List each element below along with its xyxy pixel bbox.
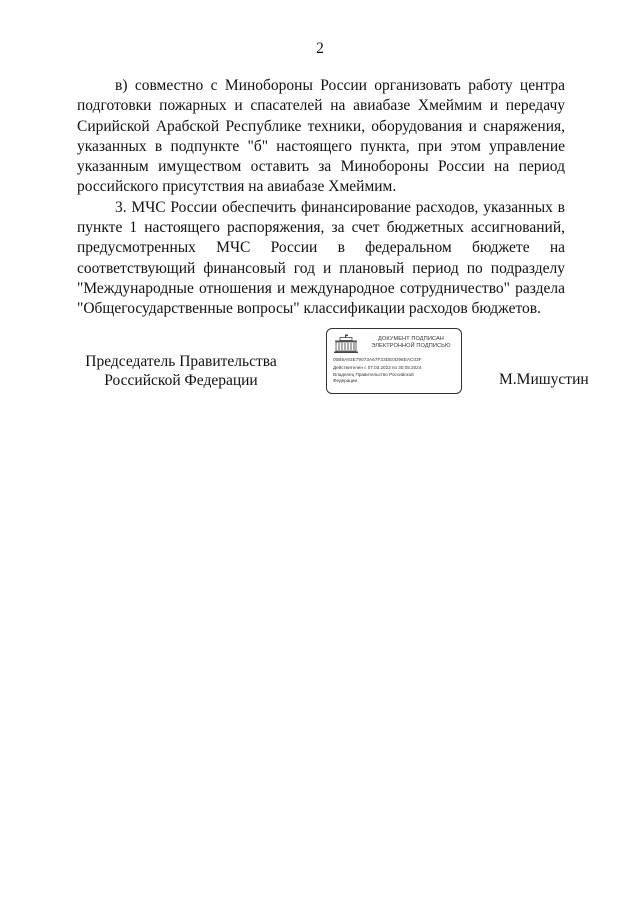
document-body	[77, 76, 565, 320]
signer-name: М.Мишустин	[499, 371, 589, 388]
stamp-title-line-2: ЭЛЕКТРОННОЙ ПОДПИСЬЮ	[371, 343, 451, 349]
signer-position-line-1: Председатель Правительства	[85, 353, 277, 370]
paragraph-subitem-v: в) совместно с Минобороны России организовать работу центра подготовки пожарных и спасателей на авиабазе Хмеймим и передачу Сирийской Арабской Республике техники, оборудования и снаряжения, указанных в подпункте "б" настоящего пункта, при этом управление указанным имуществом оставить за Минобороны России на период российского присутствия на авиабазе Хмеймим.	[77, 77, 565, 196]
electronic-signature-stamp	[326, 328, 462, 394]
certificate-owner	[333, 372, 457, 384]
certificate-validity: Действителен с 07.03.2023 по 30.05.2024	[333, 365, 422, 370]
signature-block	[0, 328, 640, 398]
certificate-serial: 00B6A93E79073A67F33DE0D98EAC03F	[333, 357, 422, 362]
stamp-title-line-1: ДОКУМЕНТ ПОДПИСАН	[378, 336, 444, 342]
page-number: 2	[316, 40, 324, 57]
stamp-title	[363, 336, 459, 350]
certificate-owner-line-1: Владелец Правительство Российской	[333, 372, 414, 377]
government-building-icon	[333, 334, 359, 354]
signer-position-line-2: Российской Федерации	[104, 372, 258, 389]
paragraph-item-3: 3. МЧС России обеспечить финансирование расходов, указанных в пункте 1 настоящего распоряжения, за счет бюджетных ассигнований, предусмотренных МЧС России в федеральном бюджете на соответствующий финансовый год и плановый период по подразделу "Международные отношения и международное сотрудничество" раздела "Общегосударственные вопросы" классификации расходов бюджетов.	[77, 198, 565, 318]
signer-position	[78, 352, 284, 390]
certificate-owner-line-2: Федерации	[333, 378, 358, 383]
